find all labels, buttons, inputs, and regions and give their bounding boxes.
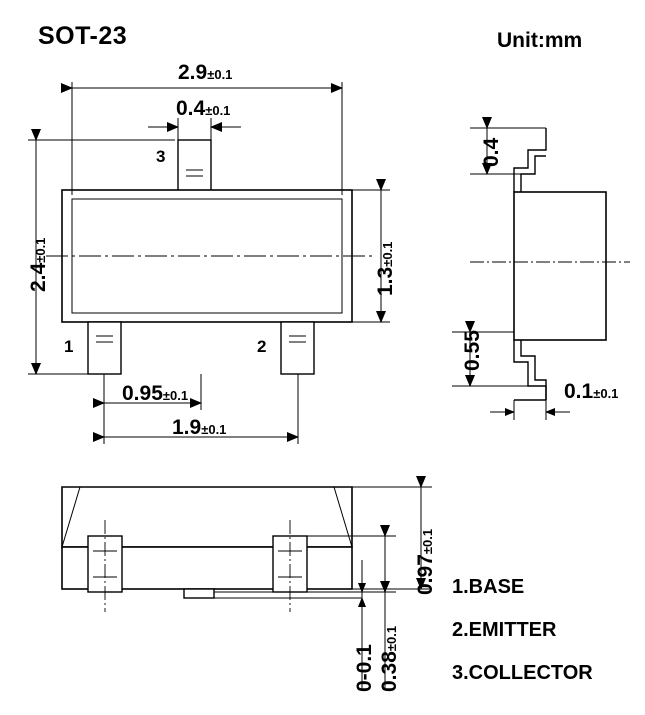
dim-tol-width-total: ±0.1 [207, 67, 233, 82]
legend-item-collector: 3.COLLECTOR [452, 662, 593, 684]
dim-value-side-lead-top: 0.4 [480, 137, 503, 167]
dim-label-front-standoff [354, 644, 375, 692]
legend-item-base: 1.BASE [452, 576, 525, 598]
dim-value-front-standoff: 0-0.1 [353, 644, 376, 692]
dim-label-width-total [178, 62, 232, 83]
dim-side-foot [490, 400, 570, 420]
front-view [62, 487, 352, 612]
dim-label-pitch-half [122, 383, 188, 404]
dim-tol-height-total: ±0.1 [33, 237, 48, 263]
top-view-lead-2 [281, 322, 314, 374]
dim-value-body-height: 1.3 [374, 266, 397, 296]
dim-tol-pitch-full: ±0.1 [201, 422, 227, 437]
dim-label-front-lead-thickness [379, 626, 400, 692]
top-view-lead-1 [88, 322, 121, 374]
dim-label-side-lead-top [481, 138, 502, 167]
dim-value-pitch-half: 0.95 [122, 382, 163, 405]
dim-value-side-foot: 0.1 [564, 380, 594, 403]
dim-tol-body-height: ±0.1 [380, 241, 395, 267]
unit-note: Unit:mm [497, 29, 583, 52]
dim-tol-side-foot: ±0.1 [593, 386, 619, 401]
dim-label-height-total [28, 238, 49, 292]
pin-label-3: 3 [156, 147, 166, 166]
top-view-lead-3 [178, 140, 211, 192]
legend-item-emitter: 2.EMITTER [452, 619, 557, 641]
dim-tol-pitch-half: ±0.1 [162, 388, 189, 403]
dim-label-body-height [375, 242, 396, 296]
dim-label-lead-width-top [176, 98, 230, 119]
pin-label-1: 1 [64, 337, 74, 356]
dim-value-side-lead-bottom: 0.55 [461, 330, 484, 371]
dim-value-pitch-full: 1.9 [172, 416, 202, 439]
dim-label-pitch-full [172, 417, 226, 438]
dim-value-height-total: 2.4 [27, 262, 50, 292]
dim-label-side-foot [564, 381, 618, 402]
dim-value-front-lead-thickness: 0.38 [378, 651, 401, 692]
side-view [470, 128, 630, 400]
dim-value-width-total: 2.9 [178, 61, 208, 84]
page-title: SOT-23 [38, 22, 128, 50]
dim-tol-front-body-height: ±0.1 [420, 528, 435, 555]
dim-value-lead-width-top: 0.4 [176, 97, 206, 120]
dim-tol-lead-width-top: ±0.1 [205, 103, 231, 118]
pin-label-2: 2 [257, 337, 267, 356]
dim-label-side-lead-bottom [462, 330, 483, 371]
dim-label-front-body-height [415, 529, 436, 595]
dim-tol-front-lead-thickness: ±0.1 [384, 625, 399, 652]
dim-value-front-body-height: 0.97 [414, 554, 437, 595]
